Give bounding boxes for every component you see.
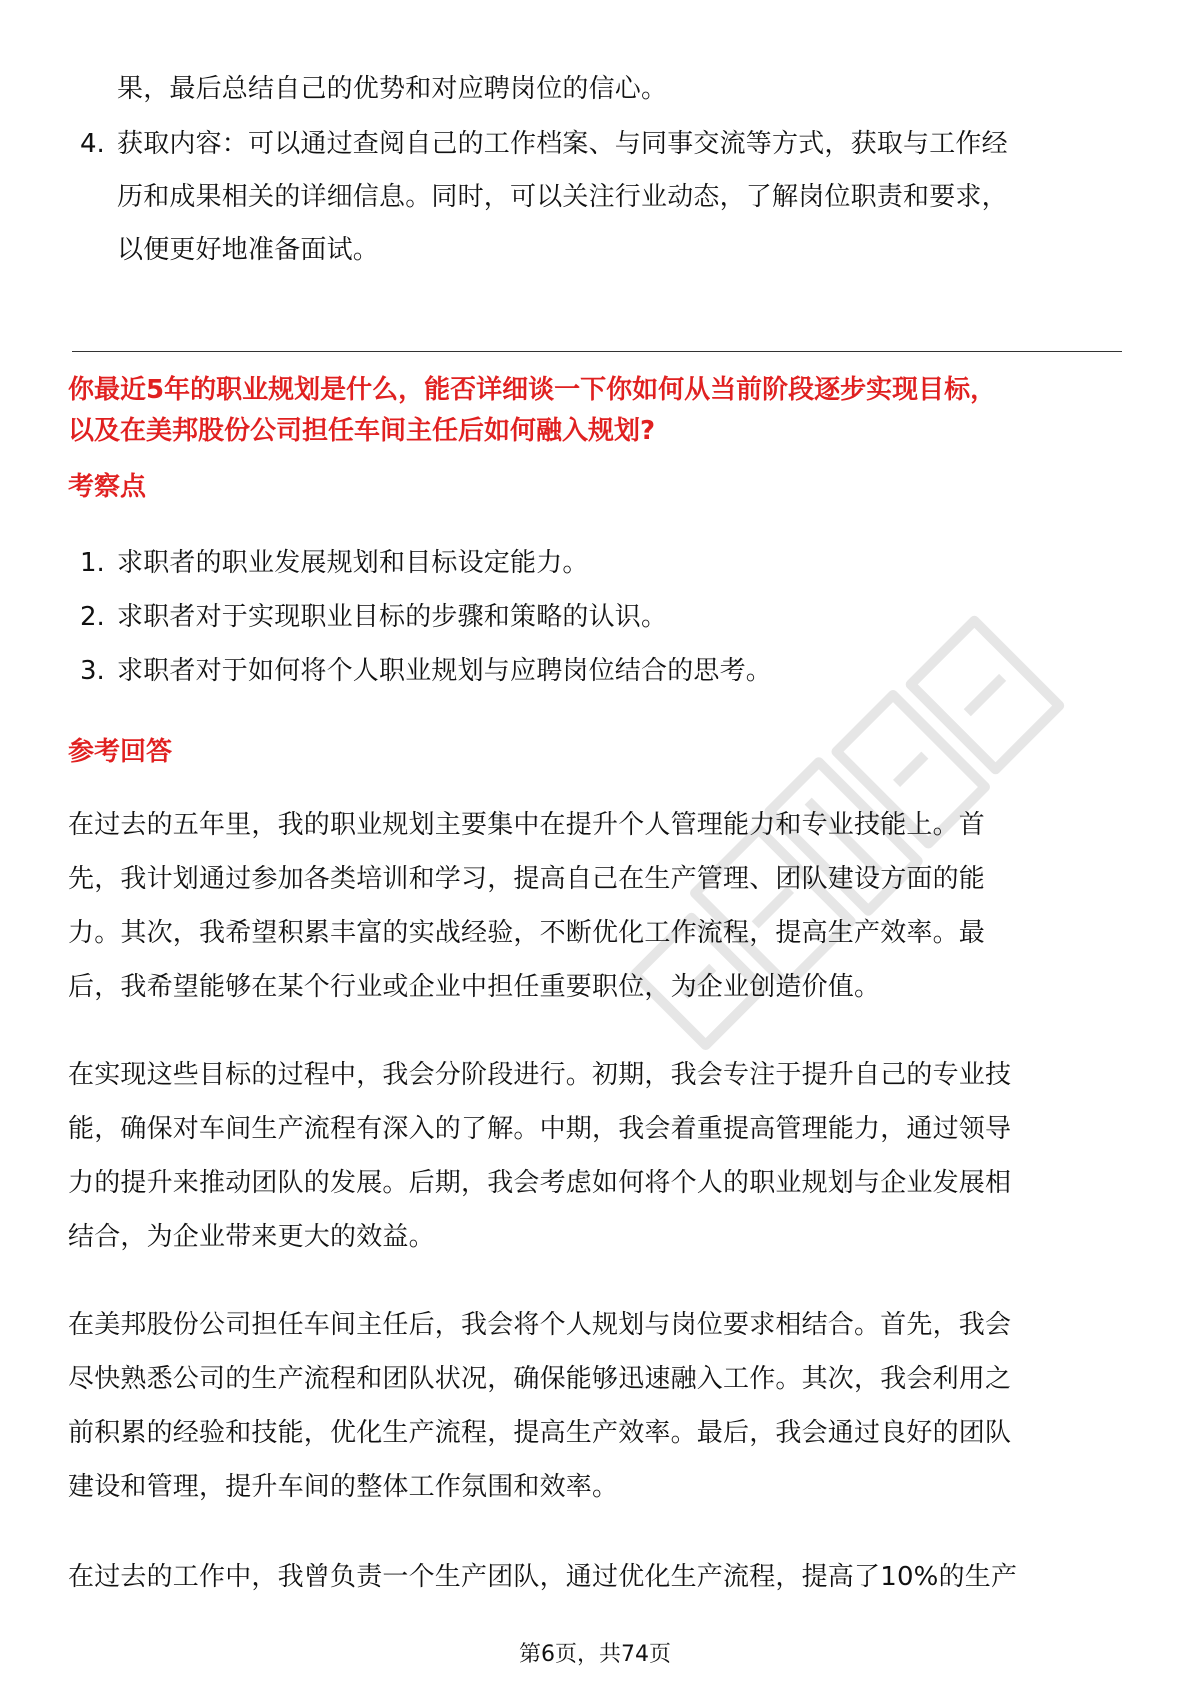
answer-p2-line-3: 力的提升来推动团队的发展。后期，我会考虑如何将个人的职业规划与企业发展相	[68, 1168, 1012, 1198]
assessment-number-1: 1.	[80, 548, 105, 578]
item4-line-3: 以便更好地准备面试。	[117, 235, 380, 265]
answer-p3-line-4: 建设和管理，提升车间的整体工作氛围和效率。	[68, 1472, 619, 1502]
answer-p1-line-3: 力。其次，我希望积累丰富的实战经验，不断优化工作流程，提高生产效率。最	[68, 918, 986, 948]
answer-p2-line-1: 在实现这些目标的过程中，我会分阶段进行。初期，我会专注于提升自己的专业技	[68, 1060, 1012, 1090]
item3-continuation: 果，最后总结自己的优势和对应聘岗位的信心。	[117, 74, 668, 104]
answer-p4-line-1: 在过去的工作中，我曾负责一个生产团队，通过优化生产流程，提高了10%的生产	[68, 1562, 1018, 1592]
question-line-2: 以及在美邦股份公司担任车间主任后如何融入规划?	[68, 416, 656, 446]
answer-p1-line-2: 先，我计划通过参加各类培训和学习，提高自己在生产管理、团队建设方面的能	[68, 864, 986, 894]
assessment-item-2: 求职者对于实现职业目标的步骤和策略的认识。	[117, 602, 668, 632]
answer-p3-line-3: 前积累的经验和技能，优化生产流程，提高生产效率。最后，我会通过良好的团队	[68, 1418, 1012, 1448]
answer-title: 参考回答	[68, 737, 173, 767]
item4-line-1: 获取内容：可以通过查阅自己的工作档案、与同事交流等方式，获取与工作经	[117, 129, 1008, 159]
answer-p3-line-1: 在美邦股份公司担任车间主任后，我会将个人规划与岗位要求相结合。首先，我会	[68, 1310, 1012, 1340]
section-divider	[72, 351, 1122, 352]
assessment-item-1: 求职者的职业发展规划和目标设定能力。	[117, 548, 589, 578]
assessment-item-3: 求职者对于如何将个人职业规划与应聘岗位结合的思考。	[117, 656, 773, 686]
answer-p3-line-2: 尽快熟悉公司的生产流程和团队状况，确保能够迅速融入工作。其次，我会利用之	[68, 1364, 1012, 1394]
answer-p1-line-4: 后，我希望能够在某个行业或企业中担任重要职位，为企业创造价值。	[68, 972, 881, 1002]
answer-p2-line-4: 结合，为企业带来更大的效益。	[68, 1222, 435, 1252]
item4-number: 4.	[80, 129, 105, 159]
assessment-number-3: 3.	[80, 656, 105, 686]
answer-p1-line-1: 在过去的五年里，我的职业规划主要集中在提升个人管理能力和专业技能上。首	[68, 810, 986, 840]
answer-p2-line-2: 能，确保对车间生产流程有深入的了解。中期，我会着重提高管理能力，通过领导	[68, 1114, 1012, 1144]
assessment-number-2: 2.	[80, 602, 105, 632]
question-line-1: 你最近5年的职业规划是什么，能否详细谈一下你如何从当前阶段逐步实现目标，	[68, 375, 997, 405]
item4-line-2: 历和成果相关的详细信息。同时，可以关注行业动态，了解岗位职责和要求，	[117, 182, 1008, 212]
assessment-title: 考察点	[68, 472, 147, 502]
page-number: 第6页，共74页	[519, 1642, 671, 1667]
